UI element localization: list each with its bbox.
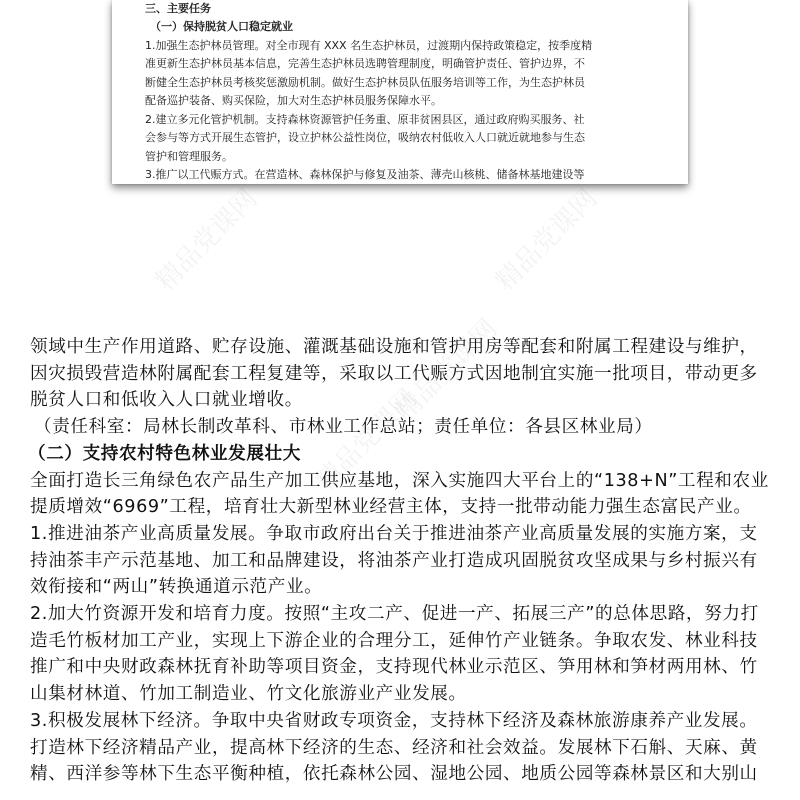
card-text-line: 准更新生态护林员基本信息，完善生态护林员选聘管理制度，明确管护责任、管护边界，不	[145, 57, 585, 70]
body-text-line: 效衔接和“两山”转换通道示范产业。	[30, 577, 323, 598]
card-text-line: 管护和管理服务。	[145, 150, 233, 163]
card-text-line: 2.建立多元化管护机制。支持森林资源管护任务重、原非贫困县区，通过政府购买服务、社	[145, 113, 585, 126]
watermark: 精品党课网	[310, 383, 424, 497]
card-text-line: 3.推广以工代赈方式。在营造林、森林保护与修复及油茶、薄壳山核桃、储备林基地建设等	[145, 168, 585, 181]
card-text-line: 1.加强生态护林员管理。对全市现有 XXX 名生态护林员，过渡期内保持政策稳定，按季度精	[145, 39, 593, 52]
body-text-line: 推广和中央财政森林抚育补助等项目资金，支持现代林业示范区、笋用林和笋材两用林、竹	[30, 657, 758, 678]
watermark: 精品党课网	[490, 183, 604, 297]
watermark: 精品党课网	[150, 183, 264, 297]
body-text-line: 领域中生产作用道路、贮存设施、灌溉基础设施和管护用房等配套和附属工程建设与维护，	[30, 337, 758, 357]
card-text-line: 会参与等方式开展生态管护，设立护林公益性岗位，吸纳农村低收入人口就近就地参与生态	[145, 131, 585, 144]
responsibility-note: （责任科室：局林长制改革科、市林业工作总站；责任单位：各县区林业局）	[34, 417, 653, 438]
body-text-line: 全面打造长三角绿色农产品生产加工供应基地，深入实施四大平台上的“138+N”工程和农业	[30, 470, 769, 491]
body-text-line: 提质增效“6969”工程，培育壮大新型林业经营主体，支持一批带动能力强生态富民产业。	[30, 497, 752, 518]
body-text-line: 因灾损毁营造林附属配套工程复建等，采取以工代赈方式因地制宜实施一批项目，带动更多	[30, 363, 758, 384]
watermark: 精品党课网	[390, 313, 504, 427]
body-text-line: 持油茶丰产示范基地、加工和品牌建设，将油茶产业打造成巩固脱贫攻坚成果与乡村振兴有	[30, 550, 758, 571]
body-text-line: 精、西洋参等林下生态平衡种植，依托森林公园、湿地公园、地质公园等森林景区和大别山	[30, 764, 758, 785]
card-text-line: 断健全生态护林员考核奖惩激励机制。做好生态护林员队伍服务培训等工作，为生态护林员	[145, 76, 585, 89]
body-text-line: 3.积极发展林下经济。争取中央省财政专项资金，支持林下经济及森林旅游康养产业发展。	[30, 710, 758, 731]
body-text-line: 山集材林道、竹加工制造业、竹文化旅游业产业发展。	[30, 684, 467, 705]
card-text-line: 配备巡护装备、购买保险，加大对生态护林员服务保障水平。	[145, 94, 442, 107]
body-text-line: 造毛竹板材加工产业，实现上下游企业的合理分工，延伸竹产业链条。争取农发、林业科技	[30, 630, 758, 651]
body-text-line: 打造林下经济精品产业，提高林下经济的生态、经济和社会效益。发展林下石斛、天麻、黄	[30, 737, 758, 758]
subsection-heading: （二）支持农村特色林业发展壮大	[28, 443, 301, 464]
body-text-line: 2.加大竹资源开发和培育力度。按照“主攻二产、促进一产、拓展三产”的总体思路，努力打	[30, 604, 759, 624]
body-text-line: 脱贫人口和低收入人口就业增收。	[30, 390, 303, 411]
document-preview-card	[112, 0, 688, 184]
subsection-heading: （一）保持脱贫人口稳定就业	[150, 20, 293, 33]
section-heading: 三、主要任务	[145, 2, 211, 15]
body-text-line: 1.推进油茶产业高质量发展。争取市政府出台关于推进油茶产业高质量发展的实施方案，支	[30, 523, 758, 544]
